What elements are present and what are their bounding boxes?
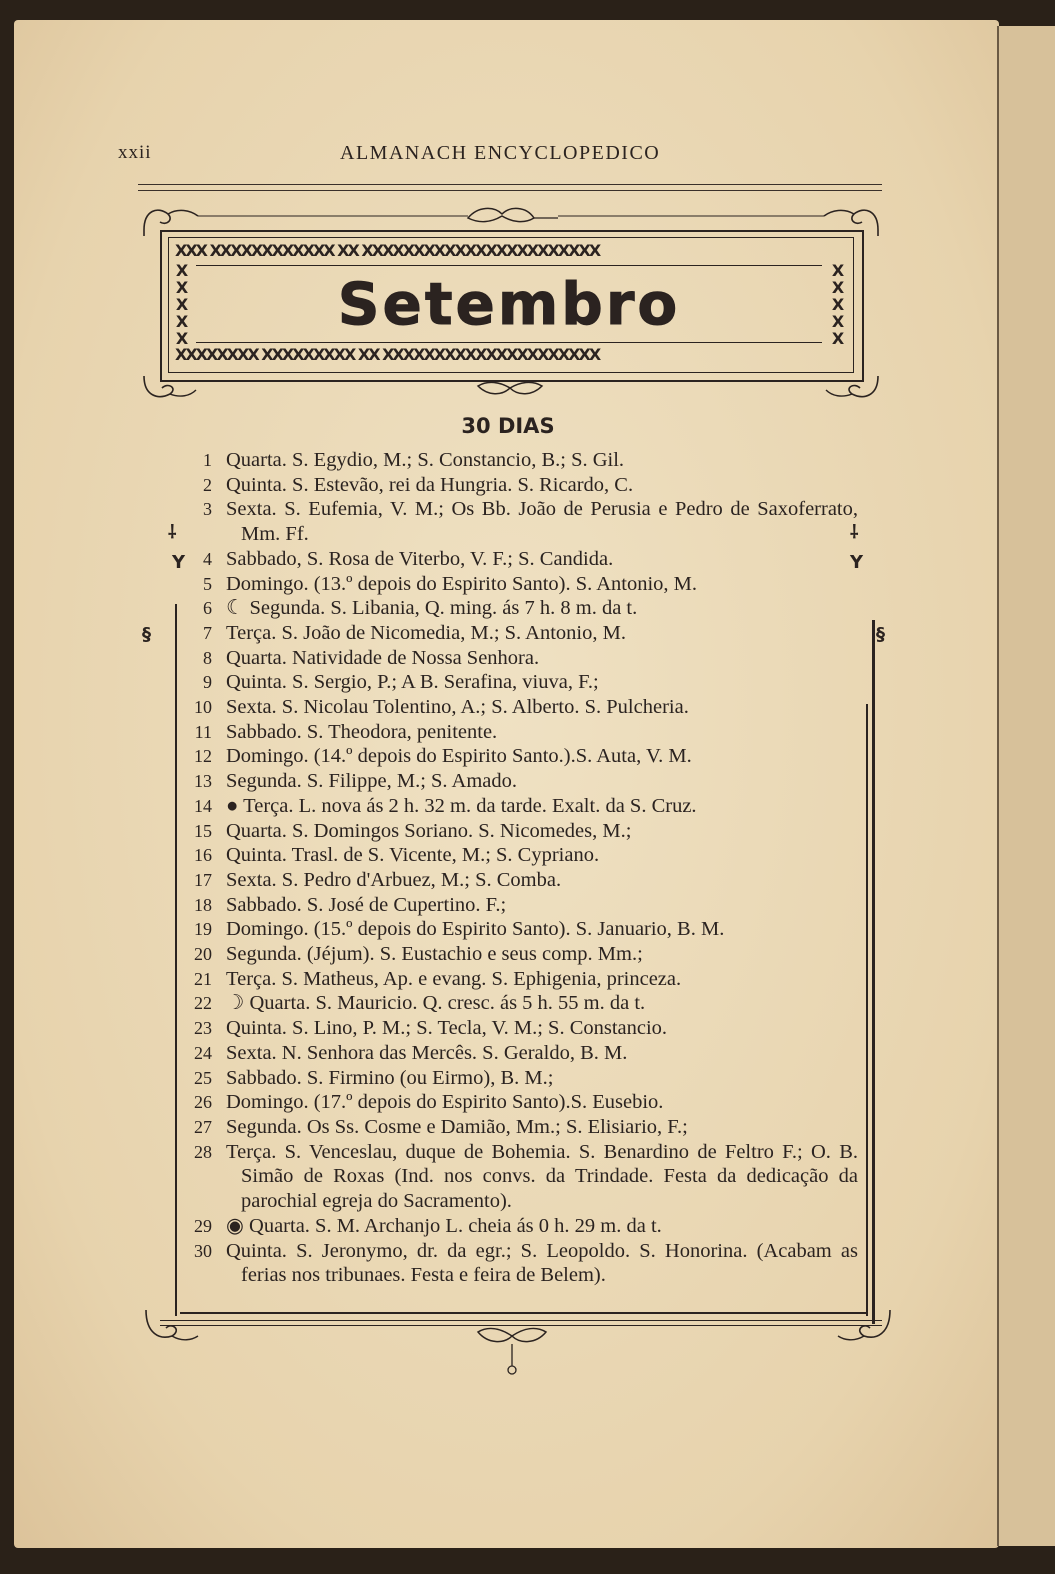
day-text: Sexta. S. Pedro d'Arbuez, M.; S. Comba.: [226, 868, 562, 891]
day-text: Terça. S. João de Nicomedia, M.; S. Antonio, M.: [226, 621, 626, 644]
calendar-entry: [186, 695, 858, 720]
day-number: 16: [194, 845, 212, 866]
month-title: Setembro: [337, 270, 681, 338]
day-text: Quarta. S. Domingos Soriano. S. Nicomedes, M.;: [226, 819, 632, 842]
day-text: Quinta. S. Jeronymo, dr. da egr.; S. Leopoldo. S. Honorina. (Acabam as ferias nos tribunaes. Festa e feira de Belem).: [226, 1239, 858, 1287]
day-number: 2: [203, 474, 212, 495]
calendar-entry: [186, 1214, 858, 1239]
calendar-entry: [186, 868, 858, 893]
day-text: Quarta. Natividade de Nossa Senhora.: [226, 646, 540, 669]
calendar-entry: [186, 843, 858, 868]
cross-stitch-border-bottom: XXXXXXXX XXXXXXXXX XX XXXXXXXXXXXXXXXXXXXXX: [175, 345, 600, 364]
day-text: Domingo. (15.º depois do Espirito Santo). S. Januario, B. M.: [226, 918, 725, 941]
day-number: 26: [194, 1092, 212, 1113]
day-text: Terça. S. Venceslau, duque de Bohemia. S. Benardino de Feltro F.; O. B. Simão de Roxas (Ind. nos convs. da Trindade. Festa da dedicação da parochial egreja do Sacramento).: [226, 1140, 858, 1213]
day-number: 1: [203, 450, 212, 470]
calendar-entry: [186, 942, 858, 967]
day-text: Domingo. (14.º depois do Espirito Santo.).S. Auta, V. M.: [226, 745, 692, 768]
day-number: 6: [203, 598, 212, 619]
day-number: 12: [194, 746, 212, 767]
day-number: 19: [194, 919, 212, 940]
flourish-ornament-mid: [138, 372, 888, 412]
calendar-entry: [186, 572, 858, 597]
header-rule: [138, 184, 882, 191]
calendar-entry: [186, 967, 858, 992]
day-text: Domingo. (13.º depois do Espirito Santo). S. Antonio, M.: [226, 572, 698, 595]
day-number: 29: [194, 1215, 212, 1236]
day-number: 5: [203, 573, 212, 594]
calendar-box-inner-right: [866, 704, 868, 1316]
day-text: Quinta. S. Sergio, P.; A B. Serafina, viuva, F.;: [226, 671, 599, 694]
page-header: [118, 142, 758, 172]
running-title: ALMANACH ENCYCLOPEDICO: [340, 142, 661, 164]
day-text: Sexta. S. Nicolau Tolentino, A.; S. Alberto. S. Pulcheria.: [226, 696, 689, 719]
calendar-entry: [186, 720, 858, 745]
day-number: 21: [194, 968, 212, 989]
days-count-label: 30 DIAS: [461, 414, 555, 438]
calendar-entry: [186, 991, 858, 1016]
day-text: Sexta. N. Senhora das Mercês. S. Geraldo, B. M.: [226, 1041, 628, 1064]
day-number: 9: [203, 672, 212, 693]
day-text: Terça. S. Matheus, Ap. e evang. S. Ephigenia, princeza.: [226, 967, 682, 990]
page-number: xxii: [118, 142, 152, 163]
day-text: ☽ Quarta. S. Mauricio. Q. cresc. ás 5 h. 55 m. da t.: [226, 992, 646, 1015]
calendar-entry: [186, 547, 858, 572]
calendar-entry: [186, 819, 858, 844]
calendar-box-outer-right: [872, 620, 875, 1324]
day-number: 17: [194, 869, 212, 890]
day-text: Sexta. S. Eufemia, V. M.; Os Bb. João de Perusia e Pedro de Saxoferrato, Mm. Ff.: [226, 498, 858, 546]
calendar-entry: [186, 769, 858, 794]
day-number: 24: [194, 1042, 212, 1063]
day-number: 7: [203, 622, 212, 643]
day-text: Segunda. (Jéjum). S. Eustachio e seus comp. Mm.;: [226, 943, 643, 966]
calendar-entry: [186, 1041, 858, 1066]
side-ornament-right-2: Y: [850, 552, 864, 573]
calendar-entry: [186, 670, 858, 695]
day-number: 20: [194, 944, 212, 965]
calendar-entry: [186, 621, 858, 646]
calendar-entry: [186, 646, 858, 671]
day-text: Quinta. S. Lino, P. M.; S. Tecla, V. M.; S. Constancio.: [226, 1017, 668, 1040]
calendar-entry: [186, 917, 858, 942]
cross-stitch-border-top: XXX XXXXXXXXXXXX XX XXXXXXXXXXXXXXXXXXXXXXX: [175, 241, 600, 260]
cross-stitch-border-left: X X X X X: [175, 261, 189, 348]
calendar-entry: [186, 1066, 858, 1091]
calendar-entry: [186, 1239, 858, 1288]
calendar-entry: [186, 596, 858, 621]
calendar-box-left-line: [175, 604, 177, 1316]
calendar-entry: [186, 1140, 858, 1214]
side-ornament-left-3: §: [142, 624, 151, 645]
day-text: Sabbado. S. Firmino (ou Eirmo), B. M.;: [226, 1066, 554, 1089]
day-text: Quinta. S. Estevão, rei da Hungria. S. Ricardo, C.: [226, 473, 634, 496]
calendar-entry: [186, 1090, 858, 1115]
calendar-entries: [186, 448, 858, 1288]
calendar-entry: [186, 473, 858, 498]
day-text: Quinta. Trasl. de S. Vicente, M.; S. Cypriano.: [226, 844, 600, 867]
calendar-entry: [186, 1016, 858, 1041]
day-text: ◉ Quarta. S. M. Archanjo L. cheia ás 0 h. 29 m. da t.: [226, 1214, 662, 1237]
next-page-edge: [997, 26, 1055, 1546]
calendar-entry: [186, 744, 858, 769]
day-number: 14: [194, 795, 212, 816]
calendar-entry: [186, 1115, 858, 1140]
calendar-entry: [186, 893, 858, 918]
side-ornament-left-2: Y: [172, 552, 186, 573]
day-number: 30: [194, 1240, 212, 1261]
day-number: 22: [194, 993, 212, 1014]
calendar-entry: [186, 448, 858, 473]
day-text: Segunda. Os Ss. Cosme e Damião, Mm.; S. Elisiario, F.;: [226, 1115, 688, 1138]
day-number: 8: [203, 647, 212, 668]
side-ornament-left-1: ⸸: [168, 522, 177, 543]
calendar-entry: [186, 497, 858, 546]
calendar-entry: [186, 794, 858, 819]
cross-stitch-border-right: X X X X X: [831, 261, 845, 348]
day-number: 11: [194, 721, 212, 742]
day-number: 15: [194, 820, 212, 841]
day-text: Sabbado, S. Rosa de Viterbo, V. F.; S. Candida.: [226, 547, 614, 570]
day-number: 4: [203, 548, 212, 569]
day-text: Sabbado. S. José de Cupertino. F.;: [226, 893, 507, 916]
day-text: Quarta. S. Egydio, M.; S. Constancio, B.; S. Gil.: [226, 449, 625, 471]
flourish-ornament-bottom: [138, 1300, 898, 1380]
side-ornament-right-3: §: [876, 624, 885, 645]
day-text: Domingo. (17.º depois do Espirito Santo).S. Eusebio.: [226, 1091, 664, 1114]
day-number: 27: [194, 1116, 212, 1137]
day-number: 25: [194, 1067, 212, 1088]
day-number: 13: [194, 771, 212, 792]
day-number: 18: [194, 894, 212, 915]
day-number: 3: [203, 499, 212, 520]
day-text: ● Terça. L. nova ás 2 h. 32 m. da tarde. Exalt. da S. Cruz.: [226, 794, 697, 817]
day-number: 23: [194, 1018, 212, 1039]
day-text: ☾ Segunda. S. Libania, Q. ming. ás 7 h. 8 m. da t.: [226, 597, 638, 620]
day-number: 28: [194, 1141, 212, 1162]
day-text: Segunda. S. Filippe, M.; S. Amado.: [226, 770, 518, 793]
day-text: Sabbado. S. Theodora, penitente.: [226, 720, 498, 743]
day-number: 10: [194, 697, 212, 718]
side-ornament-right-1: ⸸: [850, 522, 859, 543]
